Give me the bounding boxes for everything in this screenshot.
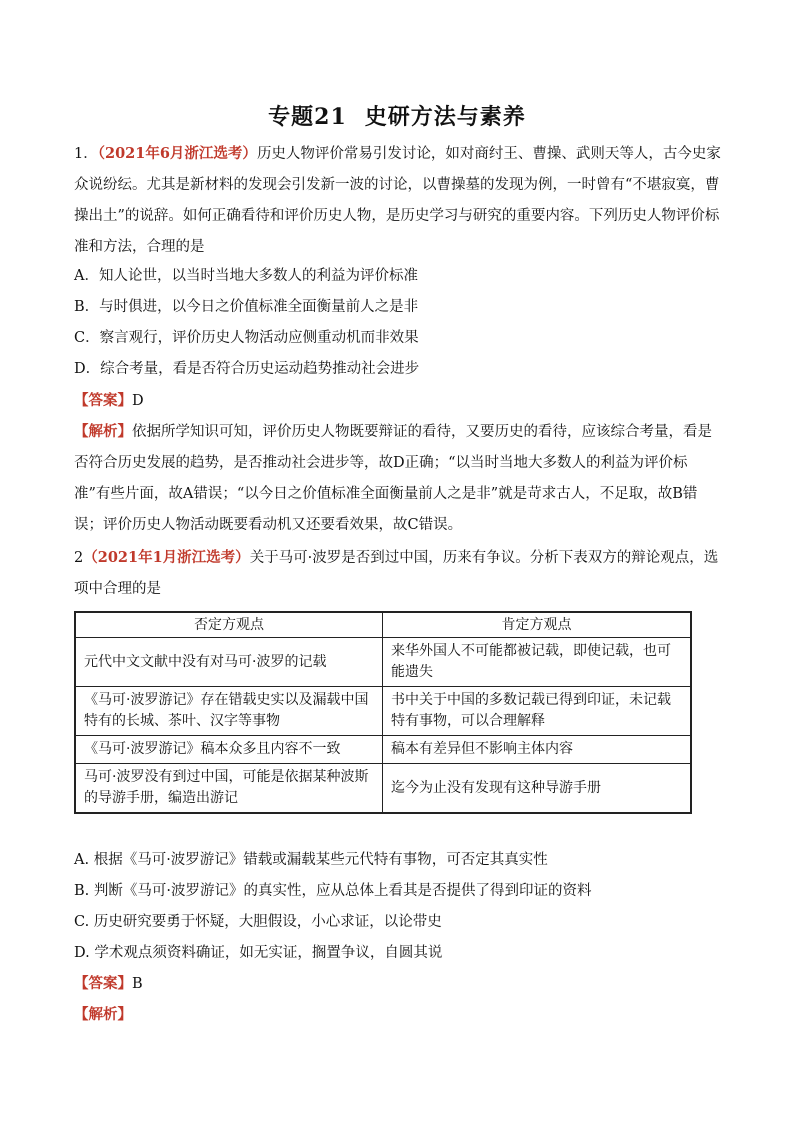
question-2-number: 2 [74, 550, 84, 566]
table-header-positive: 肯定方观点 [383, 612, 692, 638]
question-2-stem [74, 542, 722, 605]
table-cell: 马可·波罗没有到过中国，可能是依据某种波斯的导游手册，编造出游记 [75, 764, 383, 814]
question-2-answer [74, 974, 143, 994]
question-2-option-c: C. 历史研究要勇于怀疑，大胆假设，小心求证，以论带史 [74, 914, 442, 930]
analysis-tag: 【解析】 [74, 423, 132, 440]
table-header-row [75, 612, 691, 638]
table-cell: 《马可·波罗游记》存在错载史实以及漏载中国特有的长城、茶叶、汉字等事物 [75, 687, 383, 736]
question-1-analysis [74, 416, 722, 541]
table-cell: 来华外国人不可能都被记载，即使记载，也可能遗失 [383, 638, 692, 687]
table-cell: 元代中文文献中没有对马可·波罗的记载 [75, 638, 383, 687]
analysis-tag: 【解析】 [74, 1006, 132, 1023]
question-2-source: （2021年1月浙江选考） [83, 549, 250, 566]
answer-tag: 【答案】 [74, 392, 132, 409]
title-text: 史研方法与素养 [364, 104, 526, 130]
question-1-source: （2021年6月浙江选考） [97, 145, 257, 162]
table-row [75, 687, 691, 736]
analysis-text: 依据所学知识可知，评价历史人物既要辩证的看待，又要历史的看待，应该综合考量，看是否符合历史发展的趋势，是否推动社会进步等，故D正确；“以当时当地大多数人的利益为评价标准”有些片面，故A错误；“以今日之价值标准全面衡量前人之是非”就是苛求古人，不足取，故B错误；评价历史人物活动既要看动机又还要看效果，故C错误。 [74, 424, 712, 533]
page-title [0, 100, 794, 131]
question-2-option-a: A. 根据《马可·波罗游记》错载或漏载某些元代特有事物，可否定其真实性 [74, 852, 548, 868]
question-1-option-b: B．与时俱进，以今日之价值标准全面衡量前人之是非 [74, 299, 419, 315]
table-header-negative: 否定方观点 [75, 612, 383, 638]
table-row [75, 736, 691, 764]
debate-table [74, 611, 692, 814]
question-1-stem [74, 138, 722, 263]
question-1-option-d: D．综合考量，看是否符合历史运动趋势推动社会进步 [74, 361, 420, 377]
question-1-answer [74, 391, 144, 411]
table-cell: 迄今为止没有发现有这种导游手册 [383, 764, 692, 814]
table-row [75, 764, 691, 814]
table-cell: 稿本有差异但不影响主体内容 [383, 736, 692, 764]
question-1-option-c: C．察言观行，评价历史人物活动应侧重动机而非效果 [74, 330, 419, 346]
question-2-option-d: D. 学术观点须资料确证，如无实证，搁置争议，自圆其说 [74, 945, 443, 961]
title-number: 专题21 [268, 104, 347, 130]
answer-tag: 【答案】 [74, 975, 132, 992]
table-row [75, 638, 691, 687]
question-2-analysis [74, 1005, 132, 1025]
question-2-text: 关于马可·波罗是否到过中国，历来有争议。分析下表双方的辩论观点，选项中合理的是 [74, 550, 719, 597]
question-1-option-a: A．知人论世，以当时当地大多数人的利益为评价标准 [74, 268, 418, 284]
question-1-text: 历史人物评价常易引发讨论，如对商纣王、曹操、武则天等人，古今史家众说纷纭。尤其是新材料的发现会引发新一波的讨论，以曹操墓的发现为例，一时曾有“不堪寂寞，曹操出土”的说辞。如何正确看待和评价历史人物，是历史学习与研究的重要内容。下列历史人物评价标准和方法，合理的是 [74, 146, 721, 255]
answer-value: B [132, 976, 143, 992]
question-1-number: 1． [74, 146, 98, 162]
answer-value: D [132, 393, 144, 409]
table-cell: 《马可·波罗游记》稿本众多且内容不一致 [75, 736, 383, 764]
table-cell: 书中关于中国的多数记载已得到印证，未记载特有事物，可以合理解释 [383, 687, 692, 736]
question-2-option-b: B. 判断《马可·波罗游记》的真实性，应从总体上看其是否提供了得到印证的资料 [74, 883, 592, 899]
